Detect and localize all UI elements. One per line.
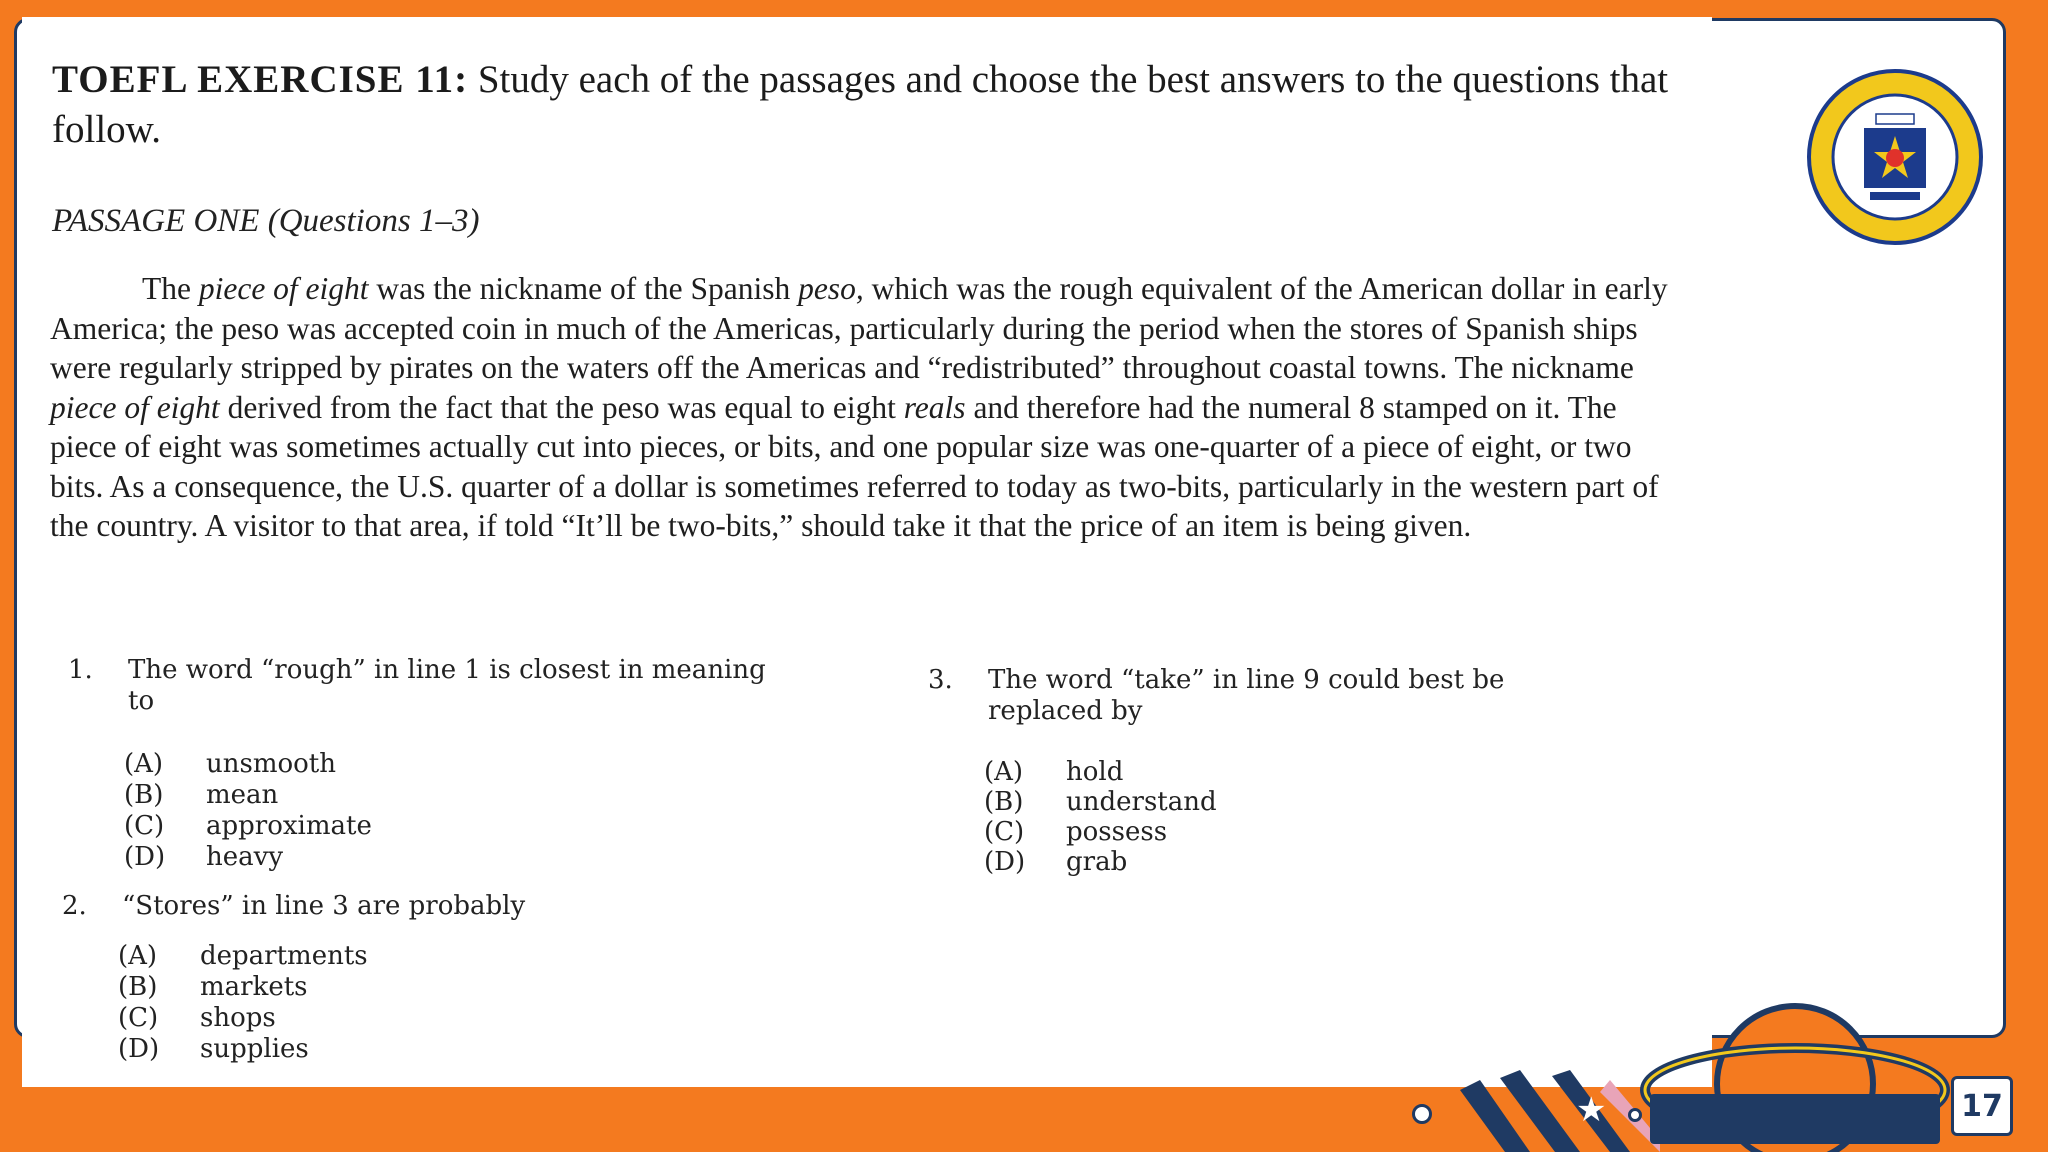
option-text: heavy	[206, 842, 284, 872]
option-letter: (C)	[124, 811, 165, 841]
passage-text	[50, 269, 1690, 546]
option-letter: (B)	[124, 780, 164, 810]
answer-option-c[interactable]	[118, 1003, 276, 1033]
answer-option-a[interactable]	[984, 757, 1123, 787]
document-scan	[22, 17, 1712, 1087]
option-letter: (D)	[124, 842, 166, 872]
star-icon: ★	[1576, 1090, 1607, 1130]
question-stem: The word “take” in line 9 could best be replaced by	[988, 665, 1505, 726]
question-number: 3.	[928, 665, 953, 695]
logo-emblem-icon	[1806, 68, 1984, 246]
passage-segment: was the nickname of the Spanish	[368, 271, 799, 306]
exercise-heading-instruction: Study each of the passages and choose the best answers to the questions that follow.	[52, 58, 1669, 151]
option-text: shops	[200, 1003, 276, 1033]
question-number: 1.	[68, 655, 93, 685]
answer-option-b[interactable]	[124, 780, 278, 810]
answer-option-b[interactable]	[118, 972, 308, 1002]
exercise-heading	[52, 55, 1712, 155]
option-text: possess	[1066, 817, 1168, 847]
decorative-circle-icon	[1412, 1104, 1432, 1124]
option-letter: (B)	[984, 787, 1024, 817]
answer-option-a[interactable]	[118, 941, 368, 971]
option-text: unsmooth	[206, 749, 336, 779]
option-text: supplies	[200, 1034, 309, 1064]
passage-italic: piece of eight	[198, 271, 369, 306]
question-number: 2.	[62, 891, 87, 921]
passage-segment: which was the rough equivalent of the American dollar in early America; the peso was accepted coin in much of the Americas, particularly during the period when the stores of Spanish ships were regularly stripped by pirates on the waters off the Americas and “redistributed” throughout coastal towns. The nickname	[50, 271, 1668, 385]
option-letter: (A)	[984, 757, 1024, 787]
answer-option-d[interactable]	[124, 842, 283, 872]
option-letter: (A)	[124, 749, 164, 779]
passage-italic: reals	[903, 389, 966, 425]
passage-italic: peso,	[798, 271, 864, 306]
option-text: understand	[1066, 787, 1217, 817]
option-letter: (A)	[118, 941, 158, 971]
option-text: departments	[200, 941, 368, 971]
option-text: mean	[206, 780, 279, 810]
option-text: markets	[200, 972, 308, 1002]
option-letter: (D)	[118, 1034, 160, 1064]
option-letter: (D)	[984, 847, 1026, 877]
answer-option-d[interactable]	[984, 847, 1127, 877]
question-stem: “Stores” in line 3 are probably	[122, 891, 526, 921]
answer-option-c[interactable]	[124, 811, 372, 841]
exercise-heading-bold: TOEFL EXERCISE 11:	[52, 58, 469, 101]
option-text: grab	[1066, 847, 1128, 877]
passage-title: PASSAGE ONE (Questions 1–3)	[52, 203, 480, 239]
answer-option-d[interactable]	[118, 1034, 309, 1064]
question-stem: The word “rough” in line 1 is closest in meaning to	[128, 655, 766, 716]
planet-icon	[1630, 994, 1950, 1152]
passage-segment: and therefore had the numeral 8 stamped on it. The piece of eight was sometimes actually cut into pieces, or bits, and one popular size was one-quarter of a piece of eight, or two bits. As a consequence, the U.S. quarter of a dollar is sometimes referred to today as two-bits, particularly in the western part of the country. A visitor to that area, if told “It’ll be two-bits,” should take it that the price of an item is being given.	[50, 389, 1659, 543]
passage-segment: The	[142, 271, 199, 306]
answer-option-b[interactable]	[984, 787, 1217, 817]
passage-segment: derived from the fact that the peso was equal to eight	[219, 389, 904, 425]
passage-italic: piece of eight	[50, 389, 220, 425]
option-text: hold	[1066, 757, 1124, 787]
option-letter: (C)	[118, 1003, 159, 1033]
option-letter: (C)	[984, 817, 1025, 847]
page-number-badge: 17	[1951, 1076, 2013, 1136]
option-text: approximate	[206, 811, 372, 841]
option-letter: (B)	[118, 972, 158, 1002]
answer-option-a[interactable]	[124, 749, 336, 779]
answer-option-c[interactable]	[984, 817, 1167, 847]
